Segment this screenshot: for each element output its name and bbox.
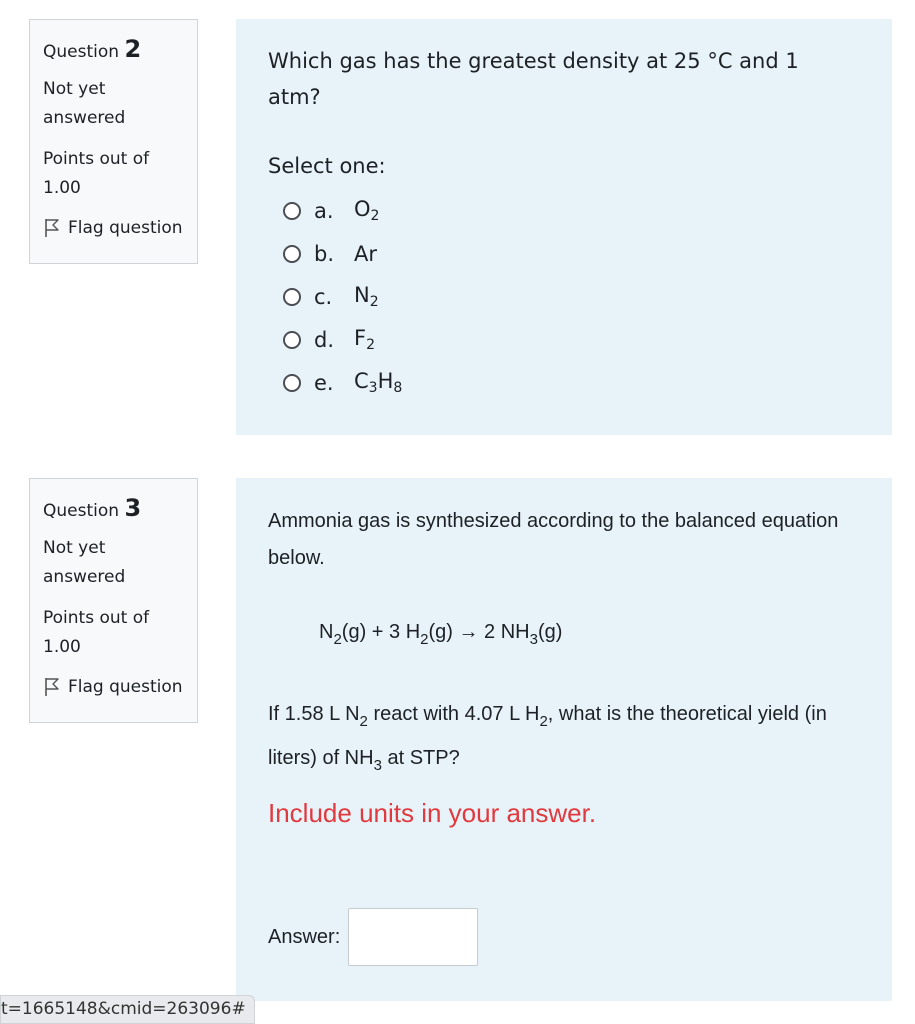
answer-options xyxy=(268,189,860,404)
radio-button[interactable] xyxy=(283,245,301,263)
option-text: Ar xyxy=(354,241,377,266)
question-intro: Ammonia gas is synthesized according to the balanced equation below. xyxy=(268,510,839,569)
option-a[interactable]: a. $O_2$ xyxy=(268,189,860,232)
units-warning: Include units in your answer. xyxy=(268,798,597,828)
flag-question-link[interactable] xyxy=(43,215,185,241)
select-one-prompt: Select one: xyxy=(268,154,386,178)
question-text: Which gas has the greatest density at 25 °C and 1 atm? xyxy=(268,49,799,109)
question-grade: Points out of 1.00 xyxy=(43,149,150,198)
question-2-content xyxy=(236,19,892,435)
question-body: If 1.58 L $N_2$ react with 4.07 L $H_2$, what is the theoretical yield (in liters) of $NH_3$ at STP? xyxy=(268,703,827,774)
balanced-equation: $N_2(g) + 3$ $H_2(g) \to 2$ $NH_3(g)$ xyxy=(319,621,563,648)
flag-icon xyxy=(43,218,61,238)
option-b[interactable]: b. Ar xyxy=(268,232,860,275)
question-3-content xyxy=(236,478,892,1001)
option-text: $C_3H_8$ xyxy=(354,369,403,396)
option-e[interactable]: e. $C_3H_8$ xyxy=(268,361,860,404)
flag-question-label: Flag question xyxy=(68,677,183,697)
option-d[interactable]: d. $F_2$ xyxy=(268,318,860,361)
question-number: Question 2 xyxy=(43,35,142,63)
flag-question-label: Flag question xyxy=(68,218,183,238)
question-3-info xyxy=(29,478,198,723)
answer-row xyxy=(268,908,478,966)
question-number: Question 3 xyxy=(43,494,142,522)
radio-button[interactable] xyxy=(283,288,301,306)
radio-button[interactable] xyxy=(283,202,301,220)
flag-icon xyxy=(43,677,61,697)
question-2-info xyxy=(29,19,198,264)
answer-label: Answer: xyxy=(268,925,341,948)
option-text: $F_2$ xyxy=(354,326,376,353)
flag-question-link[interactable] xyxy=(43,674,185,700)
option-text: $N_2$ xyxy=(354,283,379,310)
status-bar-url: t=1665148&cmid=263096# xyxy=(0,995,255,1024)
option-text: $O_2$ xyxy=(354,197,380,224)
question-grade: Points out of 1.00 xyxy=(43,608,150,657)
radio-button[interactable] xyxy=(283,331,301,349)
radio-button[interactable] xyxy=(283,374,301,392)
question-state: Not yet answered xyxy=(43,538,126,587)
option-c[interactable]: c. $N_2$ xyxy=(268,275,860,318)
question-state: Not yet answered xyxy=(43,79,126,128)
answer-input[interactable] xyxy=(348,908,478,966)
